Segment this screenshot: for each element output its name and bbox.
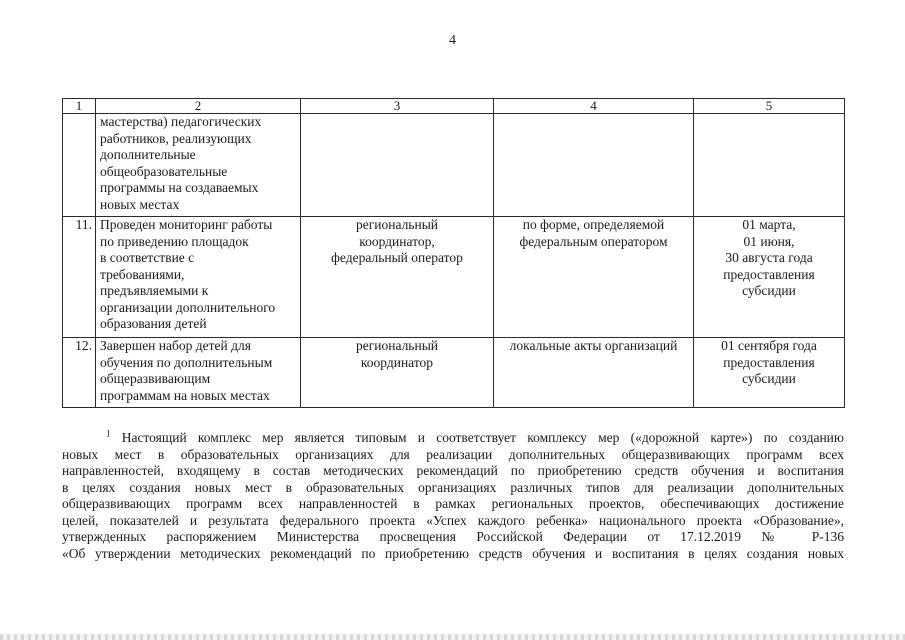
deadline-cell — [694, 217, 845, 338]
header-cell: 2 — [96, 99, 301, 114]
cell-line: в соответствие с — [100, 250, 195, 265]
measures-table — [62, 98, 845, 408]
cell-line: федеральный оператор — [331, 250, 463, 265]
cell-line: координатор — [360, 354, 434, 370]
document-cell — [494, 114, 694, 217]
table-header-row — [63, 99, 845, 114]
cell-line: локальные акты организаций — [509, 338, 678, 353]
table-row — [63, 217, 845, 338]
cell-line: субсидии — [742, 283, 796, 298]
cell-line: 30 августа года — [725, 250, 813, 265]
footnote-line: «Об утверждении методических рекомендаций по приобретению средств обучения и воспитания в целях создания новых — [62, 545, 844, 561]
responsible-cell — [301, 338, 494, 408]
cell-line: предоставления — [723, 354, 815, 370]
table-row — [63, 338, 845, 408]
footnote-line: общеразвивающих программ всех направленностей в рамках региональных проектов, обеспечивающих достижение — [62, 496, 844, 511]
header-cell: 3 — [301, 99, 494, 114]
responsible-cell — [301, 114, 494, 217]
cell-line: работников, реализующих — [100, 130, 252, 146]
row-number: 12. — [63, 338, 96, 408]
cell-line: требованиями, — [100, 266, 185, 282]
scan-edge — [0, 634, 905, 640]
cell-line: Проведен мониторинг работы — [100, 217, 273, 232]
cell-line: субсидии — [742, 371, 796, 386]
cell-line: 01 сентября года — [721, 338, 817, 353]
footnote-line: целей, показателей и результата федерального проекта «Успех каждого ребенка» национального проекта «Образование», — [62, 512, 844, 528]
cell-line: программы на создаваемых — [100, 180, 259, 195]
footnote-line: Настоящий комплекс мер является типовым и соответствует комплексу мер («дорожной карте») по созданию — [110, 430, 844, 445]
document-cell — [494, 217, 694, 338]
cell-line: 01 марта, — [742, 217, 796, 232]
activity-cell — [96, 114, 301, 217]
cell-line: общеобразовательные — [100, 163, 228, 179]
footnote — [62, 430, 844, 562]
deadline-cell — [694, 338, 845, 408]
cell-line: Завершен набор детей для — [100, 338, 251, 353]
cell-line: региональный — [355, 338, 438, 353]
cell-line: предъявляемыми к — [100, 283, 209, 298]
footnote-line: в целях создания новых мест в образовательных организациях различных типов для реализации дополнительных — [62, 479, 844, 495]
deadline-cell — [694, 114, 845, 217]
cell-line: предоставления — [723, 266, 815, 282]
document-cell — [494, 338, 694, 408]
cell-line: 01 июня, — [743, 233, 795, 249]
footnote-marker: 1 — [106, 428, 111, 439]
table-row — [63, 114, 845, 217]
page-number: 4 — [449, 33, 456, 48]
cell-line: организации дополнительного — [100, 299, 276, 315]
footnote-first-line — [62, 430, 844, 447]
activity-cell — [96, 338, 301, 408]
cell-line: координатор, — [359, 233, 435, 249]
cell-line: по форме, определяемой — [522, 217, 665, 232]
activity-cell — [96, 217, 301, 338]
footnote-line: новых мест в образовательных организациях для реализации дополнительных общеразвивающих программ всех — [62, 446, 844, 462]
cell-line: по приведению площадок — [100, 233, 249, 249]
cell-line: новых местах — [100, 196, 180, 212]
header-cell: 5 — [694, 99, 845, 114]
cell-line: программам на новых местах — [100, 387, 270, 403]
footnote-line: направленностей, входящему в состав методических рекомендаций по приобретению средств обучения и воспитания — [62, 463, 844, 478]
responsible-cell — [301, 217, 494, 338]
cell-line: дополнительные — [100, 147, 196, 162]
cell-line: образования детей — [100, 316, 207, 331]
footnote-line: утвержденных распоряжением Министерства просвещения Российской Федерации от 17.12.2019 № Р-136 — [62, 529, 844, 544]
header-cell: 1 — [63, 99, 96, 114]
row-number — [63, 114, 96, 217]
cell-line: федеральным оператором — [519, 233, 668, 249]
cell-line: обучения по дополнительным — [100, 354, 273, 370]
row-number: 11. — [63, 217, 96, 338]
cell-line: общеразвивающим — [100, 371, 211, 386]
header-cell: 4 — [494, 99, 694, 114]
cell-line: мастерства) педагогических — [100, 114, 262, 129]
cell-line: региональный — [355, 217, 438, 232]
